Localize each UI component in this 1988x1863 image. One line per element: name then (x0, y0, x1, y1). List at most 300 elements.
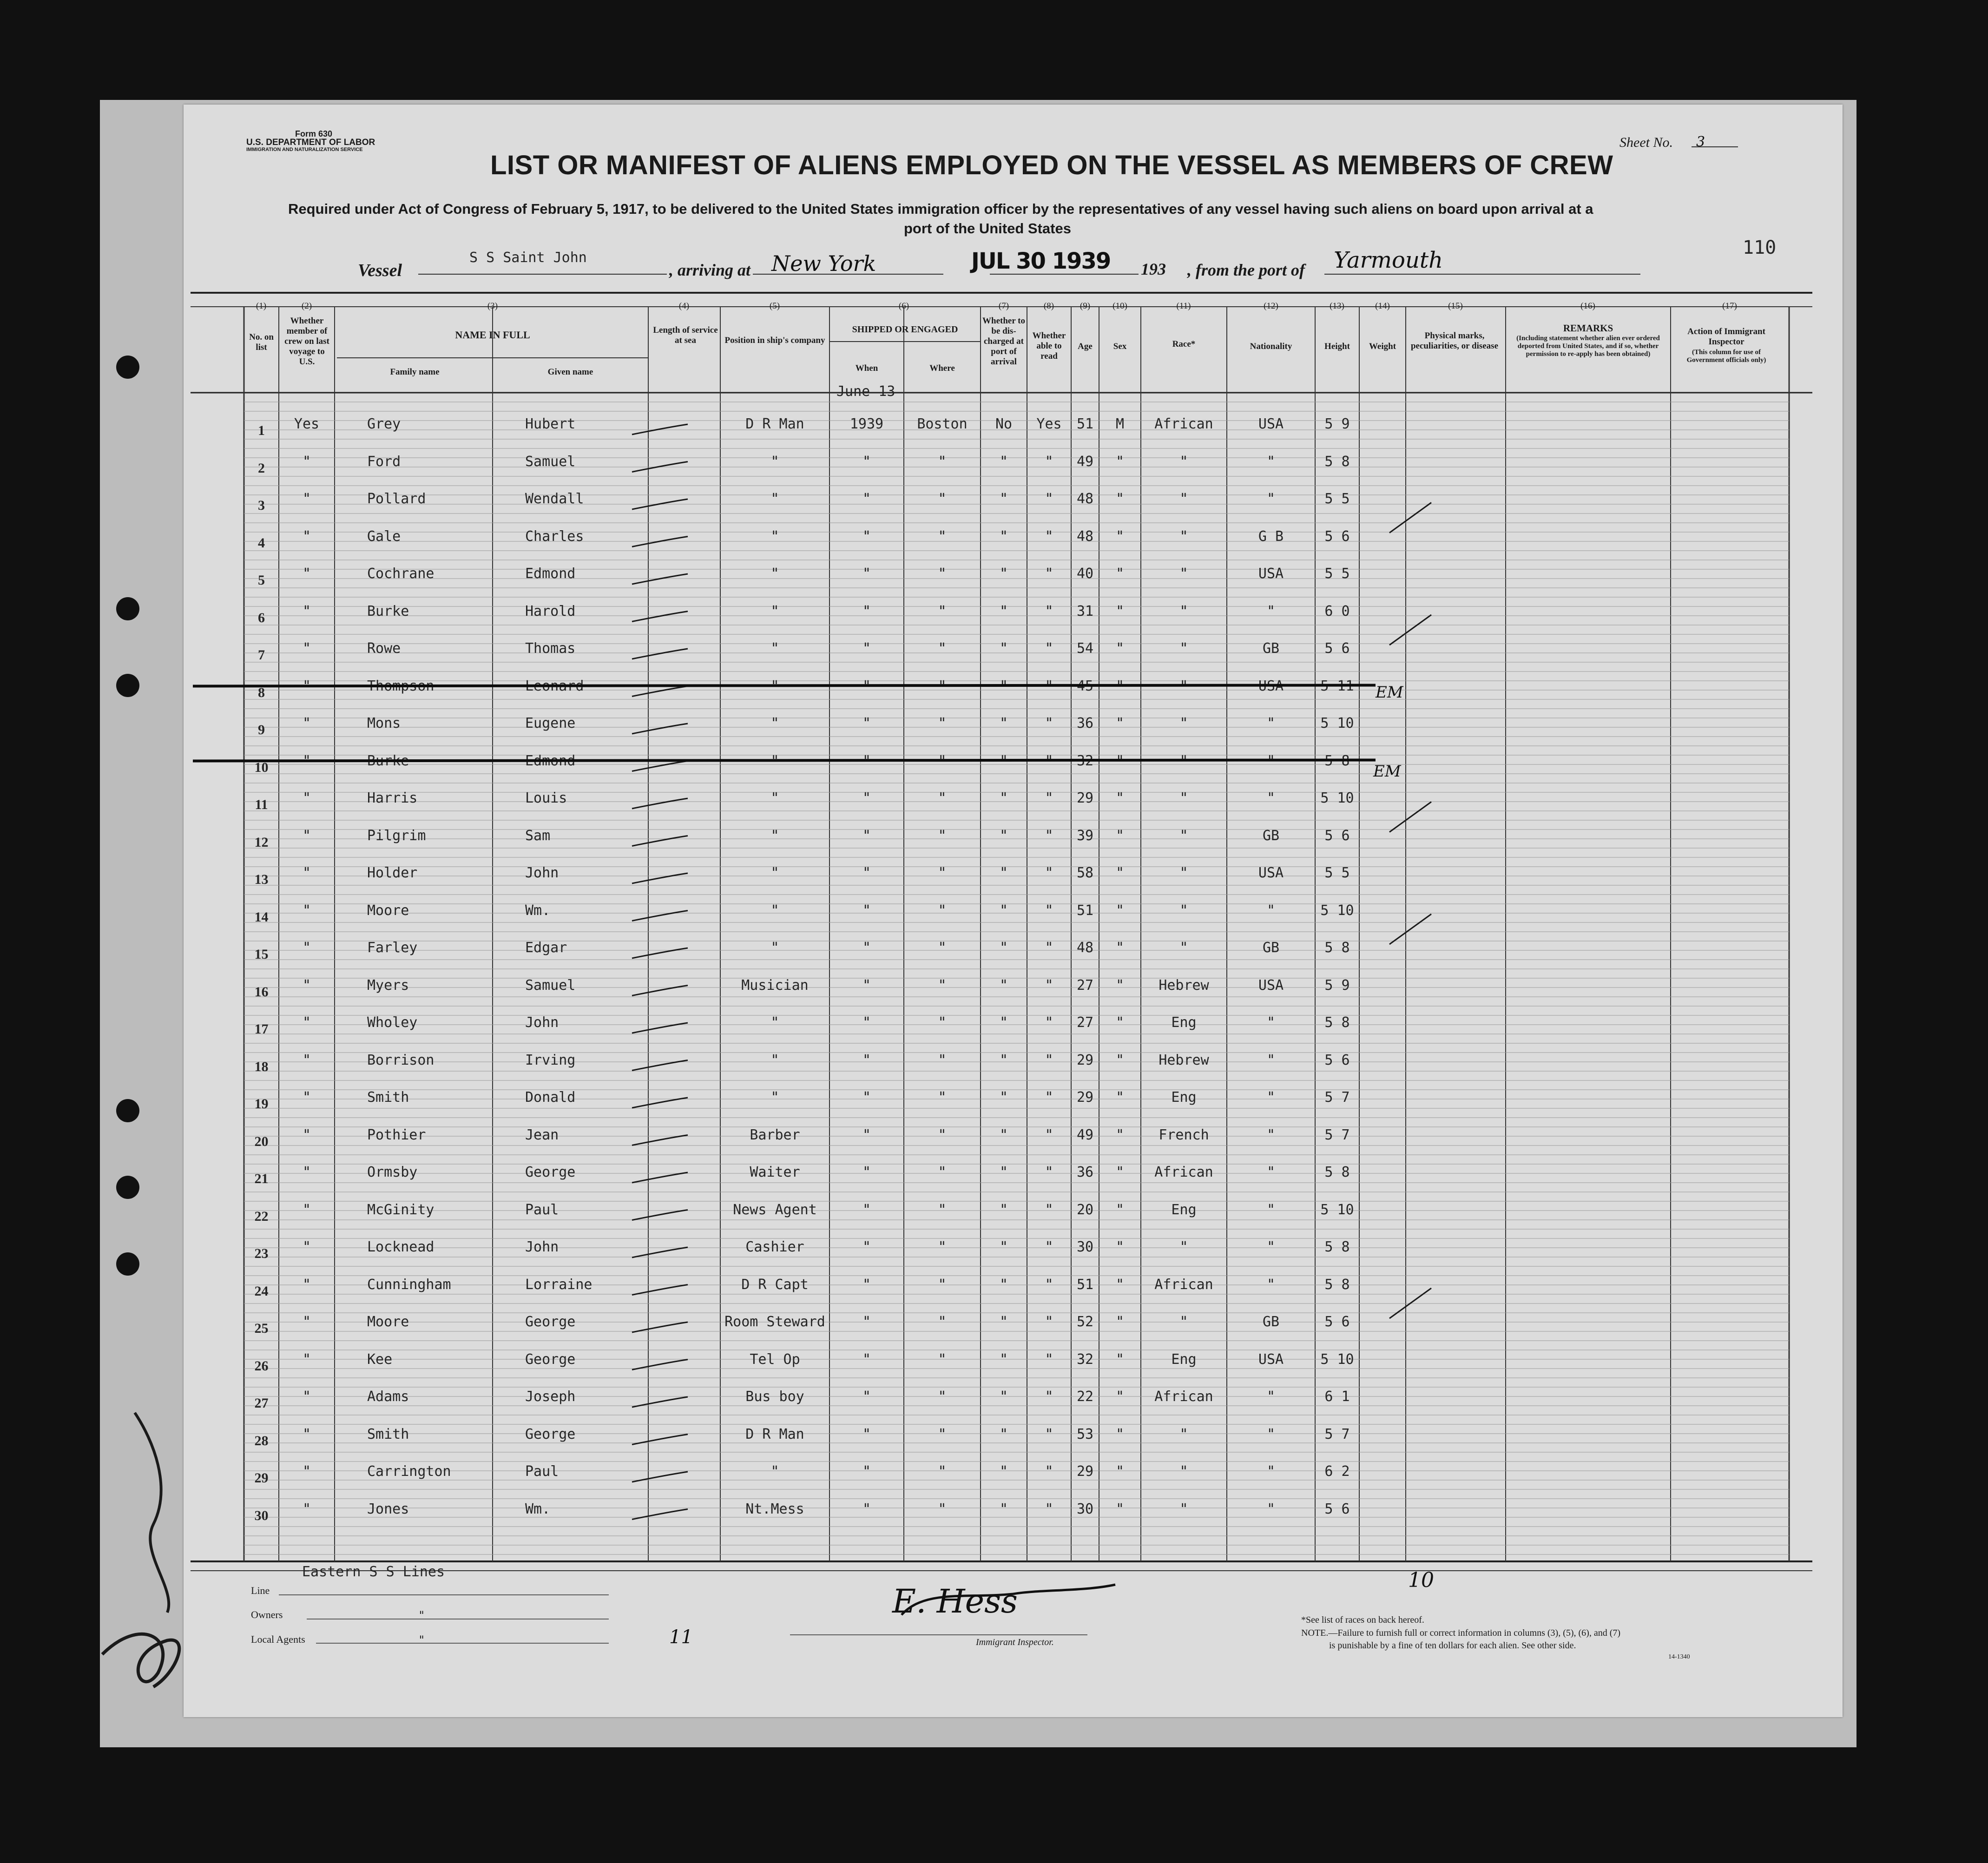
column-number: (14) (1375, 301, 1390, 311)
page-number: 110 (1743, 237, 1777, 258)
vessel-name: S S Saint John (469, 250, 587, 266)
cell-age: 54 (1076, 640, 1094, 657)
cell-where: " (938, 1426, 947, 1442)
cell-position: " (770, 566, 779, 582)
cell-discharged: " (999, 1463, 1008, 1480)
cell-race: " (1179, 1314, 1188, 1330)
column-number: (8) (1043, 301, 1054, 311)
cell-read: " (1045, 1126, 1053, 1143)
cell-no: 1 (258, 423, 265, 438)
cell-sex: " (1115, 977, 1125, 994)
cell-discharged: " (999, 1126, 1008, 1143)
cell-when: " (862, 491, 871, 507)
cell-race: African (1154, 1276, 1213, 1293)
cell-member: " (302, 1463, 311, 1480)
cell-nationality: USA (1258, 865, 1284, 881)
cell-discharged: " (999, 940, 1008, 956)
cell-height: 5 5 (1324, 566, 1350, 582)
column-number: (13) (1330, 301, 1344, 311)
header-whether-member: Whether member of crew on last voyage to U.S. (284, 316, 329, 367)
cell-sex: " (1115, 453, 1125, 470)
cell-given: George (525, 1351, 576, 1368)
from-port: Yarmouth (1334, 247, 1443, 273)
cell-sex: " (1115, 715, 1125, 731)
cell-height: 5 10 (1320, 1351, 1354, 1368)
cell-position: " (770, 491, 779, 507)
cell-member: " (302, 1314, 311, 1330)
cell-no: 30 (254, 1508, 269, 1523)
cell-member: " (302, 1351, 311, 1368)
cell-given: Wm. (525, 902, 551, 919)
cell-nationality: GB (1262, 827, 1280, 844)
cell-no: 11 (255, 797, 268, 812)
cell-no: 21 (254, 1171, 269, 1186)
cell-age: 49 (1076, 1126, 1094, 1143)
cell-read: " (1045, 453, 1053, 470)
cell-position: " (770, 715, 779, 731)
cell-race: African (1154, 416, 1213, 432)
cell-no: 28 (254, 1433, 269, 1448)
cell-height: 5 6 (1324, 1501, 1350, 1517)
cell-position: Tel Op (750, 1351, 800, 1368)
cell-given: John (525, 1014, 559, 1031)
sheet-label: Sheet No. (1619, 135, 1673, 150)
cell-when: " (862, 1014, 871, 1031)
cell-nationality: GB (1262, 1314, 1280, 1330)
cell-family: Burke (367, 752, 409, 769)
cell-sex: " (1115, 1239, 1125, 1255)
cell-no: 9 (258, 722, 265, 737)
cell-read: " (1045, 1276, 1053, 1293)
cell-sex: " (1115, 1501, 1125, 1517)
cell-no: 16 (254, 984, 269, 1000)
cell-member: " (302, 1014, 311, 1031)
cell-where: " (938, 752, 947, 769)
cell-when: " (862, 1501, 871, 1517)
cell-discharged: " (999, 1314, 1008, 1330)
cell-height: 5 5 (1324, 491, 1350, 507)
cell-where: " (938, 1314, 947, 1330)
cell-nationality: " (1266, 1389, 1276, 1405)
cell-when: " (862, 902, 871, 919)
cell-member: " (302, 790, 311, 806)
cell-read: " (1045, 1164, 1053, 1180)
cell-nationality: " (1266, 1164, 1276, 1180)
cell-height: 5 8 (1324, 1239, 1350, 1255)
cell-where: " (938, 1052, 947, 1068)
cell-discharged: " (999, 678, 1008, 694)
cell-sex: " (1115, 940, 1125, 956)
cell-sex: " (1115, 1463, 1125, 1480)
cell-height: 5 7 (1324, 1426, 1350, 1442)
cell-discharged: " (999, 1164, 1008, 1180)
cell-nationality: " (1266, 1501, 1276, 1517)
cell-where: " (938, 902, 947, 919)
cell-discharged: " (999, 1276, 1008, 1293)
cell-position: Barber (750, 1126, 800, 1143)
tally-left: 11 (669, 1626, 693, 1648)
cell-given: Wm. (525, 1501, 551, 1517)
cell-age: 58 (1076, 865, 1094, 881)
cell-race: " (1179, 827, 1188, 844)
cell-given: Harold (525, 603, 576, 619)
cell-height: 5 8 (1324, 1014, 1350, 1031)
cell-given: Paul (525, 1463, 559, 1480)
header-length-service: Length of service at sea (653, 325, 718, 345)
cell-height: 5 9 (1324, 977, 1350, 994)
cell-discharged: " (999, 566, 1008, 582)
column-number: (2) (301, 301, 312, 311)
cell-nationality: " (1266, 902, 1276, 919)
cell-sex: " (1115, 566, 1125, 582)
cell-family: Farley (367, 940, 418, 956)
cell-read: " (1045, 678, 1053, 694)
cell-race: " (1179, 603, 1188, 619)
cell-when: " (862, 1201, 871, 1218)
cell-age: 22 (1076, 1389, 1094, 1405)
cell-age: 29 (1076, 1463, 1094, 1480)
cell-no: 19 (254, 1096, 269, 1112)
cell-height: 5 11 (1320, 678, 1354, 694)
shipped-date: June 13 (836, 383, 895, 400)
cell-where: " (938, 1126, 947, 1143)
cell-nationality: " (1266, 491, 1276, 507)
cell-race: Eng (1171, 1201, 1197, 1218)
cell-member: " (302, 1052, 311, 1068)
cell-no: 8 (258, 685, 265, 700)
cell-read: " (1045, 1052, 1053, 1068)
cell-nationality: USA (1258, 566, 1284, 582)
cell-given: John (525, 865, 559, 881)
cell-no: 15 (254, 947, 269, 962)
cell-no: 6 (258, 610, 265, 625)
cell-given: Edgar (525, 940, 567, 956)
cell-family: Locknead (367, 1239, 434, 1255)
cell-read: " (1045, 1501, 1053, 1517)
cell-given: George (525, 1426, 576, 1442)
cell-discharged: " (999, 1501, 1008, 1517)
cell-sex: " (1115, 1201, 1125, 1218)
cell-nationality: USA (1258, 977, 1284, 994)
owners-value: " (418, 1609, 425, 1622)
cell-position: " (770, 640, 779, 657)
cell-family: Cunningham (367, 1276, 451, 1293)
cell-height: 5 8 (1324, 1276, 1350, 1293)
cell-position: Bus boy (745, 1389, 804, 1405)
agents-value: " (418, 1633, 425, 1646)
cell-read: " (1045, 902, 1053, 919)
cell-where: Boston (917, 416, 968, 432)
cell-age: 29 (1076, 1052, 1094, 1068)
cell-discharged: " (999, 453, 1008, 470)
cell-where: " (938, 453, 947, 470)
cell-age: 51 (1076, 902, 1094, 919)
cell-sex: " (1115, 902, 1125, 919)
cell-family: Thompson (367, 678, 434, 694)
cell-when: " (862, 640, 871, 657)
cell-nationality: " (1266, 1126, 1276, 1143)
vessel-label: Vessel (358, 261, 402, 280)
cell-race: Hebrew (1159, 1052, 1209, 1068)
race-note: *See list of races on back hereof. (1301, 1615, 1424, 1625)
cell-no: 25 (254, 1321, 269, 1336)
cell-when: " (862, 1426, 871, 1442)
header-able-read: Whether able to read (1032, 331, 1066, 361)
cell-sex: " (1115, 827, 1125, 844)
cell-family: Pollard (367, 491, 426, 507)
cell-nationality: GB (1262, 640, 1280, 657)
cell-family: Moore (367, 1314, 409, 1330)
cell-height: 5 6 (1324, 1052, 1350, 1068)
cell-when: " (862, 790, 871, 806)
cell-read: " (1045, 491, 1053, 507)
cell-discharged: " (999, 603, 1008, 619)
cell-member: " (302, 827, 311, 844)
cell-given: Donald (525, 1089, 576, 1106)
form-subtitle: Required under Act of Congress of February 5, 1917, to be delivered to the United States immigration officer by the representatives of any vessel having such aliens on board upon arrival at a (288, 201, 1593, 217)
cell-member: " (302, 640, 311, 657)
penalty-note: NOTE.—Failure to furnish full or correct information in columns (3), (5), (6), and (7) (1301, 1628, 1621, 1638)
year-printed: 193 (1141, 260, 1166, 278)
cell-position: Cashier (745, 1239, 804, 1255)
cell-where: " (938, 1501, 947, 1517)
cell-when: " (862, 528, 871, 545)
cell-where: " (938, 1089, 947, 1106)
cell-age: 36 (1076, 715, 1094, 731)
header-weight: Weight (1369, 342, 1396, 351)
cell-discharged: " (999, 827, 1008, 844)
cell-position: " (770, 827, 779, 844)
header-remarks: REMARKS (1563, 323, 1613, 334)
cell-sex: " (1115, 1164, 1125, 1180)
cell-when: " (862, 865, 871, 881)
cell-where: " (938, 491, 947, 507)
cell-no: 20 (254, 1133, 269, 1149)
cell-age: 49 (1076, 453, 1094, 470)
cell-no: 7 (258, 647, 265, 663)
cell-race: French (1159, 1126, 1209, 1143)
column-number: (6) (898, 301, 909, 311)
cell-when: " (862, 1239, 871, 1255)
cell-member: " (302, 940, 311, 956)
cell-read: Yes (1036, 416, 1062, 432)
cell-height: 5 10 (1320, 1201, 1354, 1218)
cell-discharged: " (999, 1389, 1008, 1405)
cell-height: 5 7 (1324, 1126, 1350, 1143)
from-label: , from the port of (1187, 261, 1305, 279)
margin-initials: EM (1376, 683, 1403, 702)
cell-given: Thomas (525, 640, 576, 657)
cell-member: " (302, 1201, 311, 1218)
cell-given: Edmond (525, 566, 576, 582)
cell-height: 6 1 (1324, 1389, 1350, 1405)
cell-discharged: " (999, 491, 1008, 507)
cell-position: " (770, 1052, 779, 1068)
cell-when: " (862, 1463, 871, 1480)
cell-family: Carrington (367, 1463, 451, 1480)
cell-no: 29 (254, 1470, 269, 1486)
cell-sex: " (1115, 1276, 1125, 1293)
cell-age: 52 (1076, 1314, 1094, 1330)
cell-given: Sam (525, 827, 551, 844)
cell-nationality: " (1266, 1426, 1276, 1442)
cell-age: 40 (1076, 566, 1094, 582)
cell-where: " (938, 790, 947, 806)
cell-read: " (1045, 715, 1053, 731)
sheet-number: 3 (1696, 134, 1705, 150)
cell-family: Gale (367, 528, 401, 545)
cell-when: " (862, 678, 871, 694)
column-number: (15) (1448, 301, 1463, 311)
margin-initials: EM (1373, 762, 1401, 781)
header-no-on-list: No. on list (249, 332, 274, 352)
cell-read: " (1045, 1463, 1053, 1480)
form-number: Form 630 (295, 129, 333, 138)
cell-race: " (1179, 940, 1188, 956)
cell-race: " (1179, 566, 1188, 582)
header-remarks-note: (Including statement whether alien ever ordered deported from United States, and if so, whether permission to re-apply has been obtained) (1516, 335, 1660, 358)
cell-race: " (1179, 1239, 1188, 1255)
cell-no: 13 (254, 872, 269, 887)
cell-member: " (302, 528, 311, 545)
column-number: (3) (487, 301, 498, 311)
cell-race: " (1179, 752, 1188, 769)
print-code: 14-1340 (1668, 1653, 1690, 1660)
header-physical: Physical marks, peculiarities, or disease (1410, 331, 1499, 351)
cell-discharged: " (999, 1239, 1008, 1255)
cell-sex: " (1115, 1351, 1125, 1368)
cell-position: " (770, 678, 779, 694)
header-action: Action of Immigrant Inspector (1687, 327, 1765, 347)
cell-nationality: " (1266, 1463, 1276, 1480)
column-number: (1) (256, 301, 267, 311)
tally-right: 10 (1408, 1568, 1434, 1592)
cell-read: " (1045, 566, 1053, 582)
agents-label: Local Agents (251, 1633, 305, 1645)
cell-sex: " (1115, 1126, 1125, 1143)
cell-race: " (1179, 528, 1188, 545)
cell-when: " (862, 715, 871, 731)
cell-where: " (938, 1164, 947, 1180)
cell-when: " (862, 1314, 871, 1330)
cell-age: 30 (1076, 1239, 1094, 1255)
cell-family: Grey (367, 416, 401, 432)
cell-race: " (1179, 902, 1188, 919)
cell-member: " (302, 1389, 311, 1405)
cell-age: 27 (1076, 977, 1094, 994)
cell-nationality: " (1266, 1201, 1276, 1218)
cell-no: 14 (254, 909, 269, 925)
cell-family: Rowe (367, 640, 401, 657)
cell-nationality: USA (1258, 678, 1284, 694)
cell-height: 5 6 (1324, 640, 1350, 657)
cell-age: 48 (1076, 940, 1094, 956)
cell-given: Samuel (525, 977, 576, 994)
cell-race: African (1154, 1389, 1213, 1405)
cell-sex: " (1115, 603, 1125, 619)
line-company: Eastern S S Lines (302, 1564, 445, 1580)
cell-sex: " (1115, 1426, 1125, 1442)
header-where: Where (929, 363, 955, 373)
cell-read: " (1045, 603, 1053, 619)
cell-discharged: " (999, 752, 1008, 769)
cell-member: " (302, 453, 311, 470)
cell-position: " (770, 1089, 779, 1106)
cell-discharged: No (995, 416, 1013, 432)
cell-read: " (1045, 1089, 1053, 1106)
cell-read: " (1045, 1389, 1053, 1405)
cell-no: 17 (254, 1021, 269, 1037)
penalty-note-2: is punishable by a fine of ten dollars for each alien. See other side. (1329, 1640, 1576, 1651)
cell-read: " (1045, 1426, 1053, 1442)
cell-height: 5 9 (1324, 416, 1350, 432)
header-sex: Sex (1113, 342, 1127, 351)
cell-read: " (1045, 827, 1053, 844)
cell-member: " (302, 715, 311, 731)
column-number: (12) (1264, 301, 1278, 311)
cell-age: 51 (1076, 1276, 1094, 1293)
cell-race: " (1179, 865, 1188, 881)
cell-family: Wholey (367, 1014, 418, 1031)
cell-family: Harris (367, 790, 418, 806)
cell-given: John (525, 1239, 559, 1255)
cell-position: " (770, 1463, 779, 1480)
arriving-port: New York (771, 251, 876, 276)
cell-when: " (862, 1052, 871, 1068)
cell-where: " (938, 678, 947, 694)
form-subtitle-2: port of the United States (904, 220, 1071, 237)
cell-sex: " (1115, 491, 1125, 507)
cell-family: Moore (367, 902, 409, 919)
cell-height: 6 2 (1324, 1463, 1350, 1480)
cell-when: " (862, 1351, 871, 1368)
cell-member: " (302, 1089, 311, 1106)
cell-no: 18 (254, 1059, 269, 1074)
cell-position: D R Man (745, 1426, 804, 1442)
cell-nationality: " (1266, 715, 1276, 731)
cell-where: " (938, 1014, 947, 1031)
header-race: Race* (1172, 339, 1196, 349)
cell-read: " (1045, 1239, 1053, 1255)
cell-read: " (1045, 1014, 1053, 1031)
cell-no: 23 (254, 1246, 269, 1261)
cell-member: " (302, 678, 311, 694)
cell-position: " (770, 453, 779, 470)
cell-where: " (938, 1239, 947, 1255)
cell-given: Louis (525, 790, 567, 806)
cell-position: D R Capt (741, 1276, 809, 1293)
header-name-in-full: NAME IN FULL (455, 329, 530, 341)
cell-when: " (862, 1276, 871, 1293)
cell-race: Hebrew (1159, 977, 1209, 994)
header-height: Height (1324, 342, 1350, 351)
cell-family: Smith (367, 1426, 409, 1442)
cell-position: Waiter (750, 1164, 800, 1180)
cell-race: " (1179, 1501, 1188, 1517)
cell-where: " (938, 1351, 947, 1368)
cell-nationality: " (1266, 1052, 1276, 1068)
cell-discharged: " (999, 865, 1008, 881)
cell-no: 12 (254, 834, 269, 850)
cell-age: 48 (1076, 491, 1094, 507)
owners-label: Owners (251, 1609, 283, 1620)
cell-family: Mons (367, 715, 401, 731)
cell-member: " (302, 977, 311, 994)
cell-race: " (1179, 790, 1188, 806)
cell-family: Cochrane (367, 566, 434, 582)
cell-no: 24 (254, 1283, 269, 1299)
header-when: When (855, 363, 878, 373)
